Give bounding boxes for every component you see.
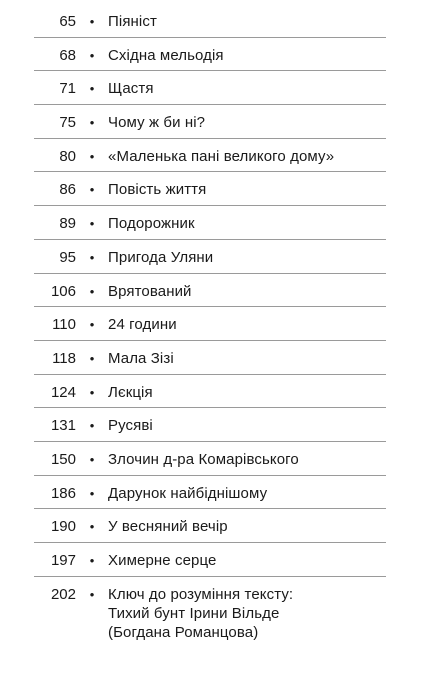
toc-entry[interactable] [34, 139, 386, 173]
table-of-contents [34, 4, 386, 642]
toc-entry[interactable] [34, 172, 386, 206]
page-number: 186 [50, 484, 76, 502]
page-number: 80 [59, 147, 76, 165]
bullet-icon: • [89, 317, 95, 333]
entry-title: Врятований [108, 282, 192, 300]
page-number: 75 [59, 114, 76, 132]
page-number: 89 [59, 215, 76, 233]
bullet-icon: • [89, 384, 95, 400]
entry-title: Пригода Уляни [108, 248, 214, 266]
entry-title: «Маленька пані великого дому» [108, 147, 335, 165]
toc-entry[interactable] [34, 274, 386, 308]
page-number: 110 [52, 316, 76, 334]
toc-entry[interactable] [34, 442, 386, 476]
entry-title: 24 години [108, 316, 177, 334]
bullet-icon: • [89, 249, 95, 265]
entry-title: У весняний вечір [108, 518, 228, 536]
page-number: 197 [50, 552, 76, 569]
entry-title: Русяві [108, 417, 153, 435]
bullet-icon: • [89, 182, 95, 198]
entry-title: Дарунок найбіднішому [108, 484, 268, 502]
bullet-icon: • [89, 451, 95, 467]
toc-entry[interactable] [34, 476, 386, 510]
page-number: 95 [59, 248, 76, 266]
entry-title: Мала Зізі [108, 349, 174, 367]
toc-entry[interactable] [34, 543, 386, 577]
page-number: 118 [52, 349, 76, 367]
entry-title: Подорожник [108, 215, 195, 233]
bullet-icon: • [89, 115, 95, 131]
page-number: 68 [59, 46, 76, 64]
bullet-icon: • [89, 14, 95, 29]
toc-entry[interactable] [34, 240, 386, 274]
bullet-icon: • [89, 350, 95, 366]
page-number: 202 [50, 585, 76, 603]
toc-entry[interactable] [34, 38, 386, 72]
bullet-icon: • [89, 81, 95, 97]
bullet-icon: • [89, 47, 95, 63]
toc-entry[interactable] [34, 375, 386, 409]
entry-title: Злочин д-ра Комарівського [108, 450, 299, 468]
page-number: 71 [59, 80, 76, 98]
toc-entry[interactable] [34, 71, 386, 105]
toc-entry[interactable] [34, 307, 386, 341]
toc-entry[interactable] [34, 105, 386, 139]
page-number: 106 [50, 282, 76, 300]
entry-title: Лєкція [108, 383, 153, 401]
bullet-icon: • [89, 519, 95, 535]
bullet-icon: • [89, 418, 95, 434]
entry-title: Химерне серце [108, 552, 217, 569]
bullet-icon: • [89, 586, 95, 602]
bullet-icon: • [89, 283, 95, 299]
page-number: 86 [59, 181, 76, 199]
entry-title: Щастя [108, 80, 154, 98]
toc-entry[interactable] [34, 206, 386, 240]
entry-title: Повість життя [108, 181, 207, 199]
bullet-icon: • [89, 485, 95, 501]
toc-entry[interactable] [34, 4, 386, 38]
page-number: 124 [50, 383, 76, 401]
toc-entry[interactable] [34, 408, 386, 442]
bullet-icon: • [89, 148, 95, 164]
toc-entry[interactable] [34, 577, 386, 642]
page-number: 65 [59, 13, 76, 30]
page-number: 150 [50, 450, 76, 468]
toc-entry[interactable] [34, 341, 386, 375]
bullet-icon: • [89, 553, 95, 568]
page-number: 190 [50, 518, 76, 536]
entry-title: Ключ до розуміння тексту: Тихий бунт Ірини Вільде (Богдана Романцова) [108, 585, 294, 641]
entry-title: Піяніст [108, 13, 157, 30]
toc-entry[interactable] [34, 509, 386, 543]
entry-title: Східна мельодія [108, 46, 224, 64]
bullet-icon: • [89, 216, 95, 232]
page-number: 131 [50, 417, 76, 435]
entry-title: Чому ж би ні? [108, 114, 206, 132]
